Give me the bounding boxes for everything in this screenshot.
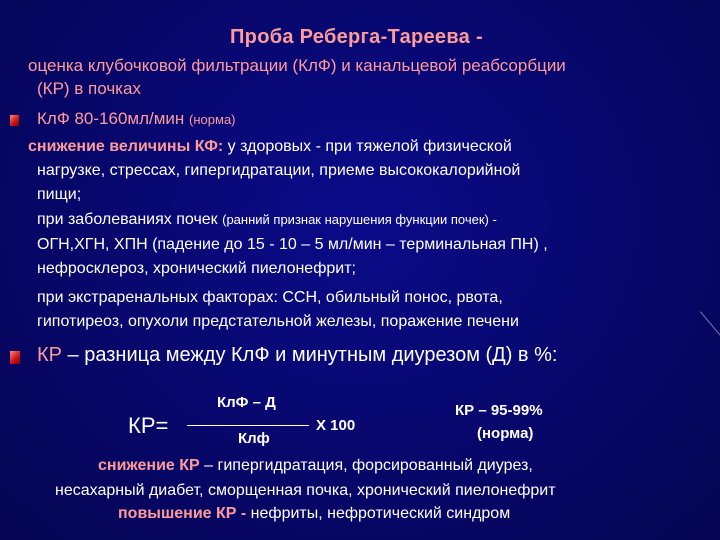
subtitle-line-1: оценка клубочковой фильтрации (КлФ) и канальцевой реабсорбции [28,56,566,75]
kr-definition [37,344,557,367]
kr-increase-label: повышение КР - [118,505,247,522]
formula-numerator: КлФ – Д [217,394,276,411]
kr-decrease-line-2: несахарный диабет, сморщенная почка, хронический пиелонефрит [55,482,556,499]
decrease-extra-1: при экстраренальных факторах: ССН, обильный понос, рвота, [37,289,503,306]
kr-increase-line [118,505,510,523]
kr-prefix: КР [37,344,62,366]
decorative-line [700,311,720,342]
decrease-kidney-1 [37,211,497,229]
decrease-healthy-2: нагрузке, стрессах, гипергидратации, приеме высококалорийной [37,162,521,179]
kidney-note: (ранний признак нарушения функции почек) - [222,212,497,227]
subtitle-line-2: (КР) в почках [37,79,141,98]
norm-label: КлФ 80-160мл/мин [37,109,185,128]
decrease-kidney-3: нефросклероз, хронический пиелонефрит; [37,260,356,277]
bullet-icon [10,115,19,126]
kidney-lead: при заболеваниях почек [37,211,223,228]
decrease-healthy-1: у здоровых - при тяжелой физической [223,138,512,155]
formula-lhs: КР= [128,413,169,438]
bullet-icon [10,351,20,364]
kr-text: – разница между КлФ и минутным диурезом (Д) в %: [62,344,558,366]
slide-title: Проба Реберга-Тареева - [230,26,483,48]
decrease-line-1 [28,138,512,156]
kr-norm-label: (норма) [477,425,534,442]
decrease-extra-2: гипотиреоз, опухоли предстательной железы, поражение печени [37,313,519,330]
norm-note: (норма) [189,112,236,127]
formula-denominator: Клф [238,430,270,447]
kr-increase-text: нефриты, нефротический синдром [246,505,511,522]
kr-decrease-text-1: – гипергидратация, форсированный диурез, [199,457,533,474]
kr-norm-value: КР – 95-99% [455,402,543,419]
decrease-kidney-2: ОГН,ХГН, ХПН (падение до 15 - 10 – 5 мл/мин – терминальная ПН) , [37,236,548,253]
decrease-healthy-3: пищи; [37,186,82,203]
kr-decrease-line-1 [98,457,533,475]
norm-line [37,109,236,129]
formula-multiplier: Х 100 [316,417,356,434]
kr-decrease-label: снижение КР [98,457,200,474]
decrease-label: снижение величины КФ: [28,138,224,155]
fraction-bar [187,425,309,426]
